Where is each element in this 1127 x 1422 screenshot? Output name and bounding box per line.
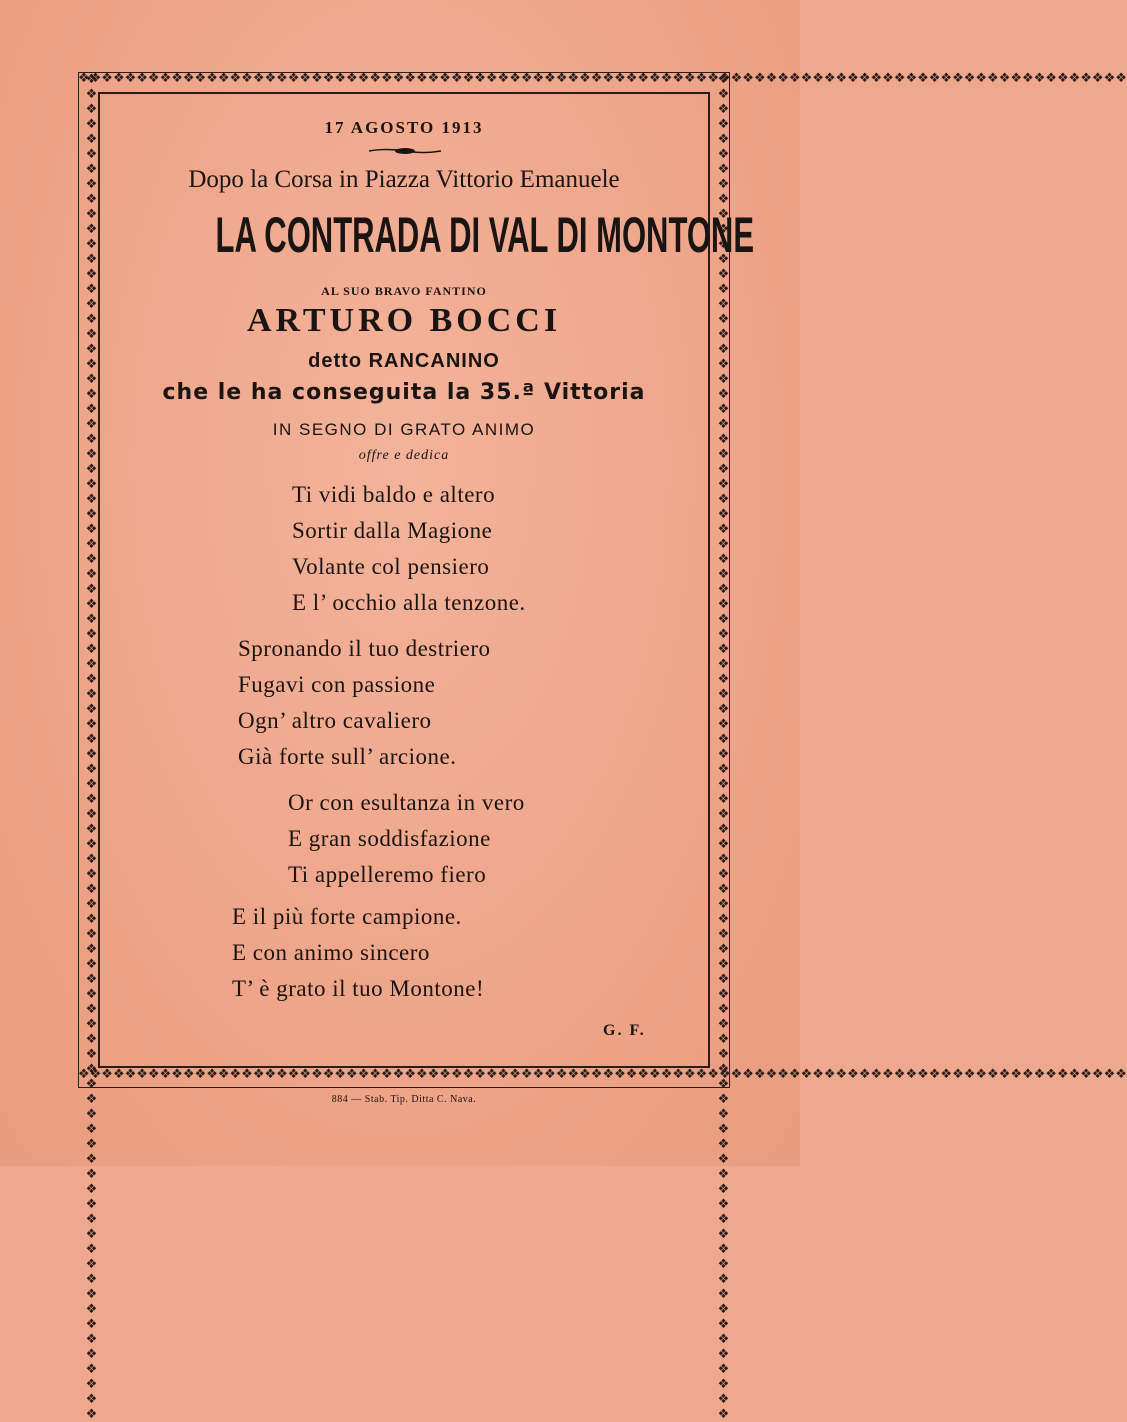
signature-initials: G. F. bbox=[603, 1022, 646, 1039]
poem-verse: E gran soddisfazione bbox=[288, 826, 491, 851]
jockey-name: ARTURO BOCCI bbox=[246, 302, 562, 339]
border-right-ornament: ❖❖❖❖❖❖❖❖❖❖❖❖❖❖❖❖❖❖❖❖❖❖❖❖❖❖❖❖❖❖❖❖❖❖❖❖❖❖❖❖❖❖❖❖❖❖❖❖❖❖❖❖❖❖❖❖❖❖❖❖❖❖❖❖❖❖❖❖❖❖❖❖❖❖❖❖❖❖❖❖❖❖❖❖❖❖❖❖❖❖ bbox=[716, 72, 731, 1422]
poem-verse: E con animo sincero bbox=[232, 940, 430, 965]
poem-verse: E l’ occhio alla tenzone. bbox=[292, 590, 526, 615]
subtitle: AL SUO BRAVO FANTINO bbox=[321, 284, 487, 298]
border-top-ornament: ❖❖❖❖❖❖❖❖❖❖❖❖❖❖❖❖❖❖❖❖❖❖❖❖❖❖❖❖❖❖❖❖❖❖❖❖❖❖❖❖❖❖❖❖❖❖❖❖❖❖❖❖❖❖❖❖❖❖❖❖❖❖❖❖❖❖❖❖❖❖❖❖❖❖❖❖❖❖❖❖❖❖❖❖❖❖❖❖❖❖ bbox=[78, 71, 1127, 86]
poem-verse: Volante col pensiero bbox=[292, 554, 490, 579]
border-left-ornament: ❖❖❖❖❖❖❖❖❖❖❖❖❖❖❖❖❖❖❖❖❖❖❖❖❖❖❖❖❖❖❖❖❖❖❖❖❖❖❖❖❖❖❖❖❖❖❖❖❖❖❖❖❖❖❖❖❖❖❖❖❖❖❖❖❖❖❖❖❖❖❖❖❖❖❖❖❖❖❖❖❖❖❖❖❖❖❖❖❖❖ bbox=[84, 72, 99, 1422]
poem-verse: Ogn’ altro cavaliero bbox=[238, 708, 432, 733]
printer-imprint: 884 — Stab. Tip. Ditta C. Nava. bbox=[331, 1094, 477, 1105]
poem-verse: Or con esultanza in vero bbox=[288, 790, 525, 815]
poem-verse: T’ è grato il tuo Montone! bbox=[232, 976, 485, 1001]
date-heading: 17 AGOSTO 1913 bbox=[324, 118, 484, 137]
poem-verse: Ti appelleremo fiero bbox=[288, 862, 487, 887]
nickname-line: detto RANCANINO bbox=[308, 350, 500, 372]
headline: LA CONTRADA DI VAL DI MONTONE bbox=[215, 207, 754, 263]
victory-line: che le ha conseguita la 35.ª Vittoria bbox=[162, 380, 646, 405]
dedication-line: offre e dedica bbox=[358, 448, 450, 463]
poem-verse: E il più forte campione. bbox=[232, 904, 462, 929]
poem-verse: Spronando il tuo destriero bbox=[238, 636, 491, 661]
gratitude-line: IN SEGNO DI GRATO ANIMO bbox=[272, 420, 536, 439]
poem-verse: Fugavi con passione bbox=[238, 672, 436, 697]
intro-line: Dopo la Corsa in Piazza Vittorio Emanuele bbox=[188, 166, 620, 193]
poem-verse: Ti vidi baldo e altero bbox=[292, 482, 496, 507]
flourish-ornament bbox=[367, 146, 443, 156]
poem-verse: Sortir dalla Magione bbox=[292, 518, 493, 543]
poem-verse: Già forte sull’ arcione. bbox=[238, 744, 457, 769]
border-bottom-ornament: ❖❖❖❖❖❖❖❖❖❖❖❖❖❖❖❖❖❖❖❖❖❖❖❖❖❖❖❖❖❖❖❖❖❖❖❖❖❖❖❖❖❖❖❖❖❖❖❖❖❖❖❖❖❖❖❖❖❖❖❖❖❖❖❖❖❖❖❖❖❖❖❖❖❖❖❖❖❖❖❖❖❖❖❖❖❖❖❖❖❖ bbox=[78, 1067, 1127, 1082]
